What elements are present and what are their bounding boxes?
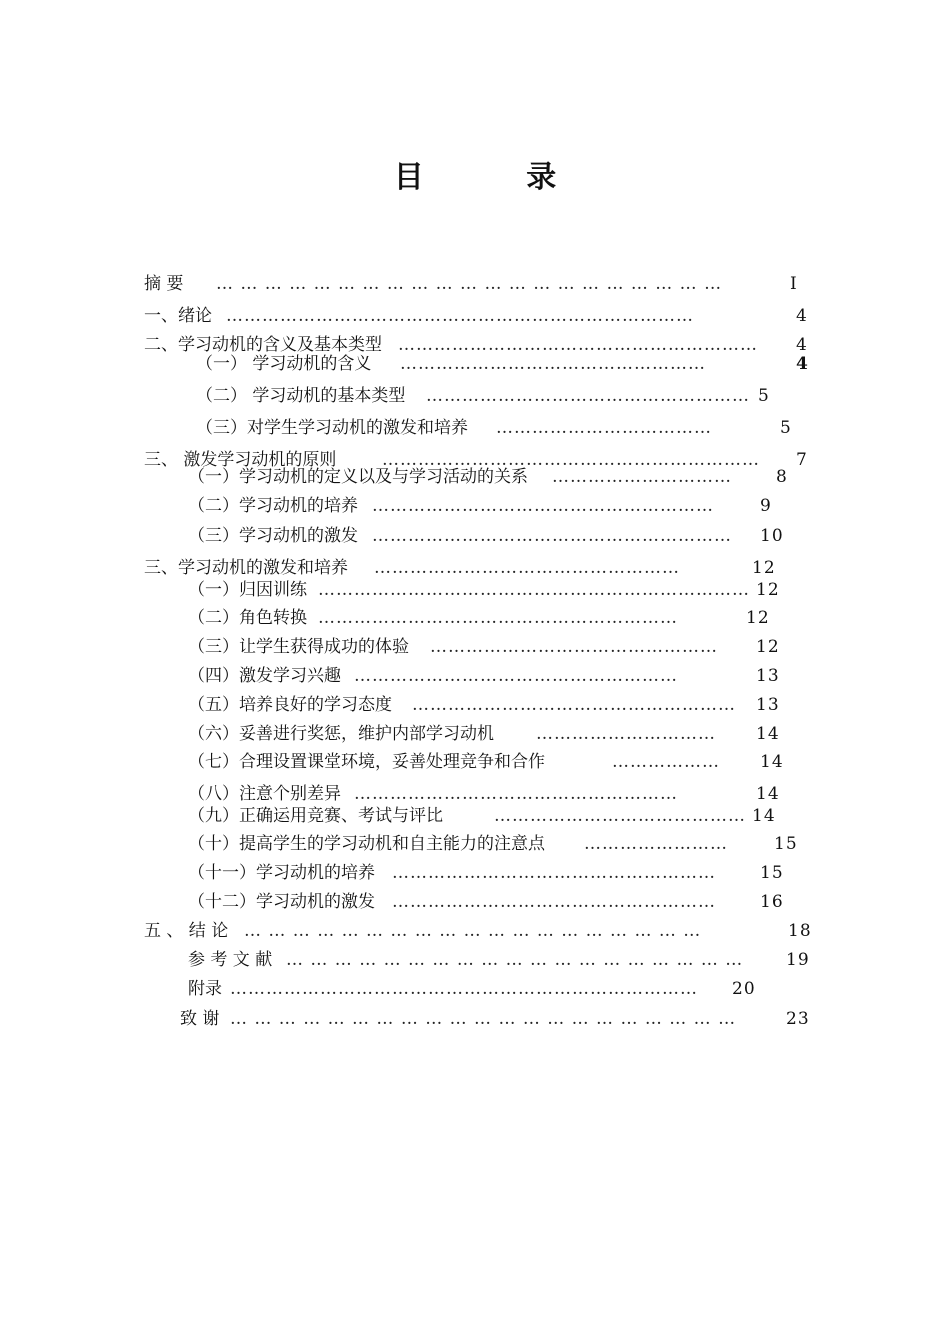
toc-page-number: 14 bbox=[756, 724, 780, 744]
toc-title: 目 录 bbox=[393, 160, 603, 195]
toc-leader: …………………… bbox=[584, 834, 728, 854]
toc-entry-text: （十二）学习动机的激发 bbox=[188, 892, 375, 912]
toc-entry[interactable] bbox=[0, 722, 950, 746]
toc-entry[interactable] bbox=[0, 416, 950, 440]
toc-entry-text: （十一）学习动机的培养 bbox=[188, 863, 375, 883]
toc-page-number: 14 bbox=[756, 784, 780, 804]
toc-entry-text: （十）提高学生的学习动机和自主能力的注意点 bbox=[188, 834, 545, 854]
toc-page-number: 12 bbox=[752, 558, 776, 578]
toc-page-number: 13 bbox=[756, 666, 780, 686]
toc-page-number: 8 bbox=[776, 467, 788, 487]
toc-page-number: 18 bbox=[788, 921, 812, 941]
toc-entry[interactable] bbox=[0, 977, 950, 1001]
toc-page-number: Ⅰ bbox=[790, 274, 798, 294]
toc-page-number: 12 bbox=[756, 580, 780, 600]
toc-entry[interactable] bbox=[0, 384, 950, 408]
toc-leader: …………………………………………………… bbox=[398, 335, 758, 355]
toc-page-number: 15 bbox=[774, 834, 798, 854]
toc-page-number: 12 bbox=[756, 637, 780, 657]
toc-leader: …………………………………………………………………… bbox=[230, 979, 698, 999]
toc-entry[interactable] bbox=[0, 890, 950, 914]
toc-entry[interactable] bbox=[0, 524, 950, 548]
toc-entry-text: （八）注意个别差异 bbox=[188, 784, 341, 804]
toc-page-number: 4 bbox=[796, 306, 808, 326]
toc-entry[interactable] bbox=[0, 832, 950, 856]
toc-entry-text: 三、学习动机的激发和培养 bbox=[144, 558, 348, 578]
toc-page-number: 5 bbox=[758, 386, 770, 406]
toc-entry[interactable] bbox=[0, 919, 950, 943]
toc-leader: ……………………………………………… bbox=[354, 666, 678, 686]
toc-leader: …………………………………………………… bbox=[372, 526, 732, 546]
toc-leader: … … … … … … … … … … … … … … … … … … … bbox=[286, 950, 744, 970]
toc-page-number: 14 bbox=[752, 806, 776, 826]
toc-entry[interactable] bbox=[0, 664, 950, 688]
toc-leader: … … … … … … … … … … … … … … … … … … … … … bbox=[230, 1009, 737, 1029]
toc-page-number: 13 bbox=[756, 695, 780, 715]
toc-page-number: 4 bbox=[796, 335, 808, 355]
toc-entry-text: 一、绪论 bbox=[144, 306, 212, 326]
toc-leader: ……………………………………………… bbox=[392, 892, 716, 912]
toc-entry-text: 五 、 结 论 bbox=[144, 921, 229, 941]
toc-entry[interactable] bbox=[0, 948, 950, 972]
toc-leader: …………………………………………………………………… bbox=[226, 306, 694, 326]
toc-leader: ……………………………………………… bbox=[426, 386, 750, 406]
toc-entry[interactable] bbox=[0, 352, 950, 376]
toc-entry[interactable] bbox=[0, 693, 950, 717]
toc-entry-text: 参 考 文 献 bbox=[188, 950, 273, 970]
toc-entry-text: （一） 学习动机的含义 bbox=[196, 354, 372, 374]
toc-entry[interactable] bbox=[0, 304, 950, 328]
toc-entry[interactable] bbox=[0, 465, 950, 489]
toc-leader: …………………………………………… bbox=[374, 558, 680, 578]
toc-entry[interactable] bbox=[0, 606, 950, 630]
toc-page-number: 20 bbox=[732, 979, 756, 999]
toc-leader: … … … … … … … … … … … … … … … … … … … … … bbox=[216, 274, 723, 294]
toc-page-number: 16 bbox=[760, 892, 784, 912]
toc-leader: ……………………………………………… bbox=[392, 863, 716, 883]
toc-leader: ……………………………… bbox=[496, 418, 712, 438]
toc-leader: ……………… bbox=[612, 752, 720, 772]
toc-page-number: 7 bbox=[796, 450, 808, 470]
toc-entry-text: （五）培养良好的学习态度 bbox=[188, 695, 392, 715]
toc-entry[interactable] bbox=[0, 494, 950, 518]
toc-entry-text: （九）正确运用竞赛、考试与评比 bbox=[188, 806, 443, 826]
toc-entry[interactable] bbox=[0, 556, 950, 580]
toc-entry[interactable] bbox=[0, 1007, 950, 1031]
toc-entry-text: 三、 激发学习动机的原则 bbox=[144, 450, 337, 470]
toc-leader: ……………………………………………… bbox=[354, 784, 678, 804]
toc-entry[interactable] bbox=[0, 750, 950, 774]
toc-page-number: 9 bbox=[760, 496, 772, 516]
toc-entry-text: （七）合理设置课堂环境，妥善处理竞争和合作 bbox=[188, 752, 545, 772]
toc-leader: ………………………………………………… bbox=[372, 496, 714, 516]
toc-entry[interactable] bbox=[0, 635, 950, 659]
toc-entry[interactable] bbox=[0, 804, 950, 828]
toc-page-number: 10 bbox=[760, 526, 784, 546]
toc-entry-text: （一）归因训练 bbox=[188, 580, 307, 600]
toc-entry-text: （三）对学生学习动机的激发和培养 bbox=[196, 418, 468, 438]
toc-leader: ………………………………………… bbox=[430, 637, 718, 657]
toc-entry-text: （一）学习动机的定义以及与学习活动的关系 bbox=[188, 467, 528, 487]
toc-page-number: 19 bbox=[786, 950, 810, 970]
toc-entry-text: （六）妥善进行奖惩，维护内部学习动机 bbox=[188, 724, 494, 744]
toc-entry-text: （二） 学习动机的基本类型 bbox=[196, 386, 406, 406]
toc-entry-text: （二）学习动机的培养 bbox=[188, 496, 358, 516]
toc-page-number: 12 bbox=[746, 608, 770, 628]
toc-page-number: 4 bbox=[796, 354, 809, 374]
toc-leader: ………………………… bbox=[552, 467, 732, 487]
toc-entry-text: 致 谢 bbox=[180, 1009, 220, 1029]
toc-entry-text: 摘 要 bbox=[144, 274, 184, 294]
toc-entry[interactable] bbox=[0, 861, 950, 885]
toc-leader: … … … … … … … … … … … … … … … … … … … bbox=[244, 921, 702, 941]
toc-entry[interactable] bbox=[0, 578, 950, 602]
toc-leader: …………………………………………………… bbox=[318, 608, 678, 628]
toc-entry-text: （三）学习动机的激发 bbox=[188, 526, 358, 546]
toc-leader: ……………………………………………………… bbox=[382, 450, 760, 470]
toc-entry-text: 附录 bbox=[188, 979, 222, 999]
toc-page-number: 5 bbox=[780, 418, 792, 438]
toc-leader: ………………………… bbox=[536, 724, 716, 744]
toc-entry-text: （三）让学生获得成功的体验 bbox=[188, 637, 409, 657]
toc-entry-text: （四）激发学习兴趣 bbox=[188, 666, 341, 686]
toc-leader: ……………………………………………… bbox=[412, 695, 736, 715]
toc-page-number: 15 bbox=[760, 863, 784, 883]
toc-leader: ……………………………………………………………… bbox=[318, 580, 750, 600]
toc-entry[interactable] bbox=[0, 782, 950, 806]
toc-entry-text: 二、学习动机的含义及基本类型 bbox=[144, 335, 382, 355]
toc-leader: …………………………………… bbox=[494, 806, 746, 826]
toc-entry-text: （二）角色转换 bbox=[188, 608, 307, 628]
toc-leader: …………………………………………… bbox=[400, 354, 706, 374]
toc-page-number: 23 bbox=[786, 1009, 810, 1029]
toc-page-number: 14 bbox=[760, 752, 784, 772]
toc-entry[interactable] bbox=[0, 272, 950, 296]
